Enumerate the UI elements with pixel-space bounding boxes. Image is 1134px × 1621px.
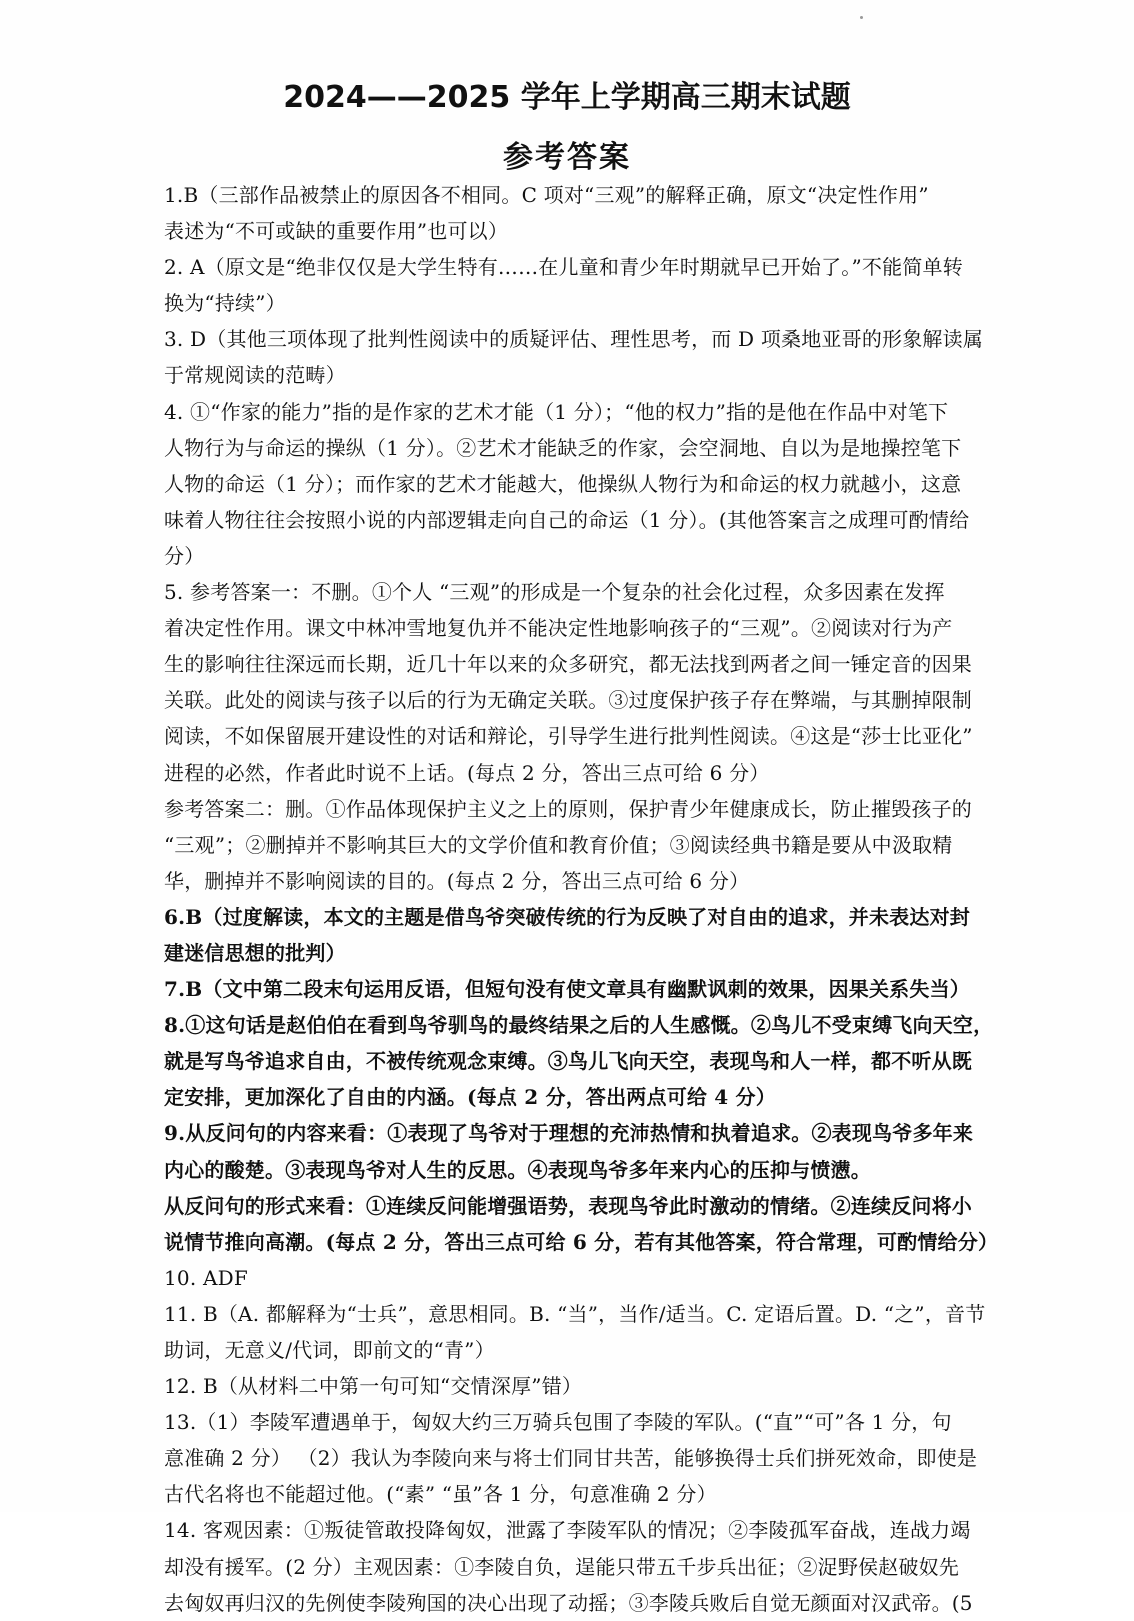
text-line: 内心的酸楚。③表现鸟爷对人生的反思。④表现鸟爷多年来内心的压抑与愤懑。 <box>164 1157 871 1182</box>
page-subtitle: 参考答案 <box>503 140 631 175</box>
text-line: 助词，无意义/代词，即前文的“青”） <box>164 1338 495 1362</box>
text-line: 4. ①“作家的能力”指的是作家的艺术才能（1 分）；“他的权力”指的是他在作品中对笔下 <box>164 399 949 424</box>
text-line: 古代名将也不能超过他。(“素” “虽”各 1 分，句意准确 2 分） <box>164 1482 717 1507</box>
answer-body <box>164 177 1004 1621</box>
text-line: 表述为“不可或缺的重要作用”也可以） <box>164 219 509 244</box>
text-line: 8.①这句话是赵伯伯在看到鸟爷驯鸟的最终结果之后的人生感慨。②鸟儿不受束缚飞向天空， <box>164 1013 994 1038</box>
text-line: 13.（1）李陵军遭遇单于，匈奴大约三万骑兵包围了李陵的军队。(“直”“可”各 1 分，句 <box>164 1410 952 1435</box>
text-line: 生的影响往往深远而长期，近几十年以来的众多研究，都无法找到两者之间一锤定音的因果 <box>164 652 972 677</box>
text-line: 人物的命运（1 分）；而作家的艺术才能越大，他操纵人物行为和命运的权力就越小，这意 <box>164 471 962 496</box>
text-line: 关联。此处的阅读与孩子以后的行为无确定关联。③过度保护孩子存在弊端，与其删掉限制 <box>164 688 972 713</box>
text-line: 建迷信思想的批判） <box>164 940 346 965</box>
text-line: 进程的必然，作者此时说不上话。(每点 2 分，答出三点可给 6 分） <box>164 760 770 785</box>
text-line: 换为“持续”） <box>164 291 286 316</box>
page-title: 2024——2025 学年上学期高三期末试题 <box>283 80 851 115</box>
text-line: 参考答案二：删。①作品体现保护主义之上的原则，保护青少年健康成长，防止摧毁孩子的 <box>164 796 972 821</box>
text-line: 3. D（其他三项体现了批判性阅读中的质疑评估、理性思考，而 D 项桑地亚哥的形象解读属 <box>164 327 984 352</box>
text-line: 味着人物往往会按照小说的内部逻辑走向自己的命运（1 分）。(其他答案言之成理可酌情给 <box>164 507 970 532</box>
text-line: 着决定性作用。课文中林冲雪地复仇并不能决定性地影响孩子的“三观”。②阅读对行为产 <box>164 616 953 641</box>
scan-speck <box>860 16 863 19</box>
text-line: 5. 参考答案一：不删。①个人 “三观”的形成是一个复杂的社会化过程，众多因素在发挥 <box>164 580 945 605</box>
text-line: 10. ADF <box>164 1265 248 1290</box>
text-line: 于常规阅读的范畴） <box>164 363 346 388</box>
text-line: 从反问句的形式来看：①连续反问能增强语势，表现鸟爷此时激动的情绪。②连续反问将小 <box>164 1193 972 1218</box>
text-line: 去匈奴再归汉的先例使李陵殉国的决心出现了动摇；③李陵兵败后自觉无颜面对汉武帝。(5 <box>164 1590 973 1615</box>
text-line: 阅读，不如保留展开建设性的对话和辩论，引导学生进行批判性阅读。④这是“莎士比亚化” <box>164 724 973 749</box>
text-line: 人物行为与命运的操纵（1 分）。②艺术才能缺乏的作家，会空洞地、自以为是地操控笔下 <box>164 435 962 460</box>
text-line: 却没有援军。(2 分）主观因素：①李陵自负，逞能只带五千步兵出征；②浞野侯赵破奴先 <box>164 1554 960 1579</box>
text-line: 华，删掉并不影响阅读的目的。(每点 2 分，答出三点可给 6 分） <box>164 868 750 893</box>
text-line: 1.B（三部作品被禁止的原因各不相同。C 项对“三观”的解释正确，原文“决定性作用” <box>164 183 929 207</box>
text-line: 分） <box>164 543 205 568</box>
text-line: 14. 客观因素：①叛徒管敢投降匈奴，泄露了李陵军队的情况；②李陵孤军奋战，连战力竭 <box>164 1518 971 1543</box>
text-line: 12. B（从材料二中第一句可知“交情深厚”错） <box>164 1374 583 1399</box>
text-line: “三观”；②删掉并不影响其巨大的文学价值和教育价值；③阅读经典书籍是要从中汲取精 <box>164 832 953 857</box>
text-line: 11. B（A. 都解释为“士兵”，意思相同。B. “当”，当作/适当。C. 定语后置。D. “之”，音节 <box>164 1301 986 1326</box>
text-line: 2. A（原文是“绝非仅仅是大学生特有……在儿童和青少年时期就早已开始了。”不能简单转 <box>164 255 963 280</box>
text-line: 就是写鸟爷追求自由，不被传统观念束缚。③鸟儿飞向天空，表现鸟和人一样，都不听从既 <box>164 1049 972 1074</box>
text-line: 意准确 2 分） （2）我认为李陵向来与将士们同甘共苦，能够换得士兵们拼死效命，即使是 <box>164 1446 978 1471</box>
text-line: 9.从反问句的内容来看：①表现了鸟爷对于理想的充沛热情和执着追求。②表现鸟爷多年来 <box>164 1121 974 1146</box>
text-line: 说情节推向高潮。(每点 2 分，答出三点可给 6 分，若有其他答案，符合常理，可酌情给分） <box>164 1229 999 1254</box>
text-line: 6.B（过度解读，本文的主题是借鸟爷突破传统的行为反映了对自由的追求，并未表达对封 <box>164 904 970 929</box>
text-line: 定安排，更加深化了自由的内涵。(每点 2 分，答出两点可给 4 分） <box>164 1085 776 1110</box>
text-line: 7.B（文中第二段末句运用反语，但短句没有使文章具有幽默讽刺的效果，因果关系失当） <box>164 977 970 1002</box>
